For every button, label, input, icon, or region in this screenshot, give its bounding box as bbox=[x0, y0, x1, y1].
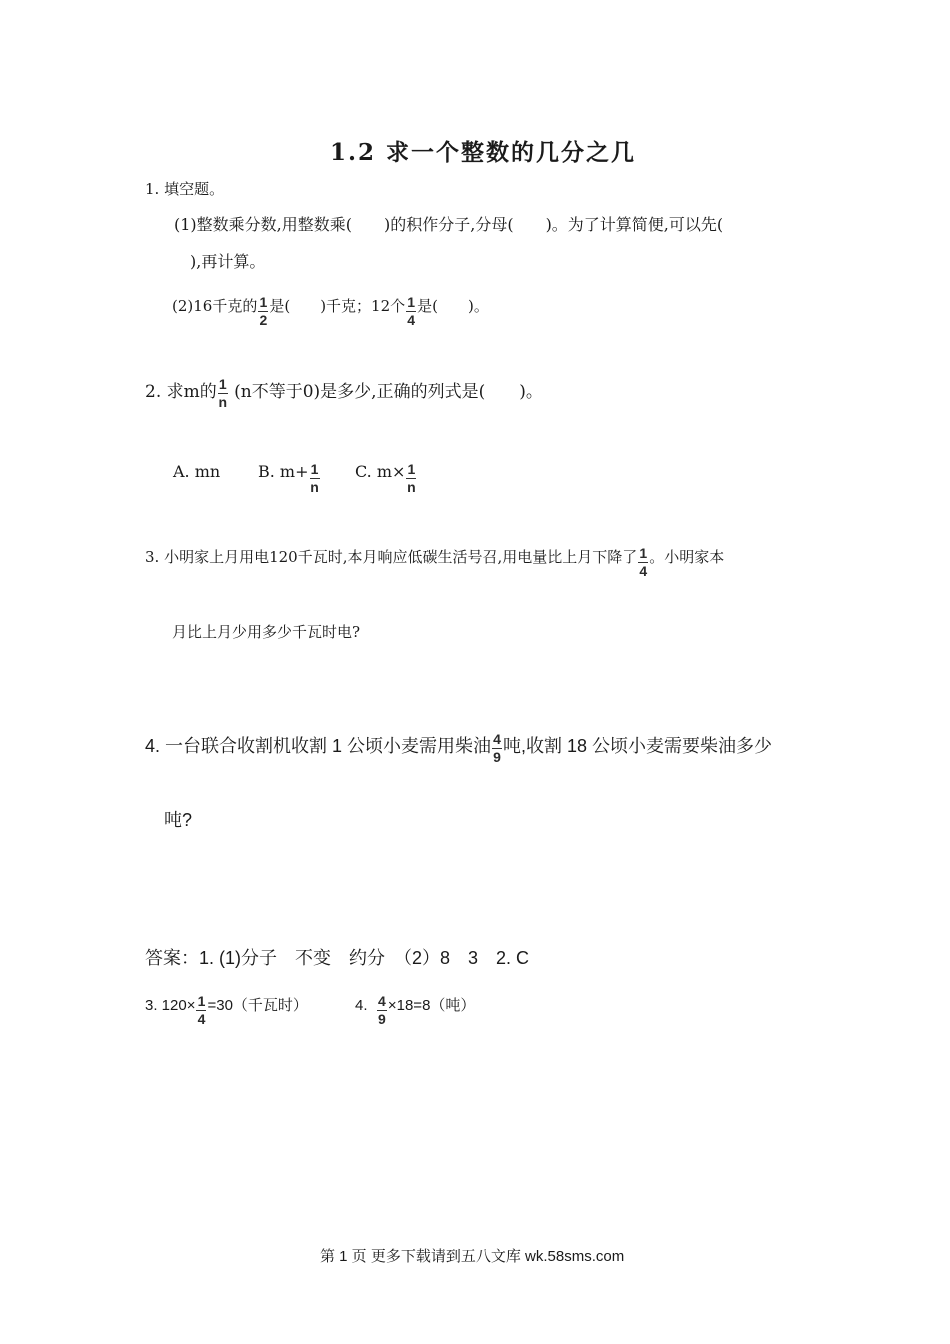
answer-4-prefix: 4. bbox=[355, 997, 368, 1014]
q2-text-a: 2. 求m的 bbox=[145, 382, 217, 402]
q3-text-a: 3. 小明家上月用电120千瓦时,本月响应低碳生活号召,用电量比上月下降了 bbox=[145, 548, 638, 566]
q2-option-a: A. mn bbox=[173, 462, 221, 481]
q2-stem bbox=[145, 377, 543, 411]
fraction-denominator: 9 bbox=[493, 749, 501, 765]
q2-option-b bbox=[258, 462, 321, 496]
q3-text-b: 。小明家本 bbox=[649, 548, 725, 566]
q2-option-b-text: B. m+ bbox=[258, 462, 309, 481]
q1-part1-line2: ),再计算。 bbox=[190, 252, 266, 271]
fraction-numerator: 1 bbox=[259, 294, 268, 310]
fraction-numerator: 1 bbox=[639, 545, 648, 561]
fraction-numerator: 4 bbox=[493, 731, 501, 747]
fraction-one-over-n bbox=[405, 462, 417, 496]
q3-line2: 月比上月少用多少千瓦时电? bbox=[172, 623, 361, 641]
q4-line2: 吨? bbox=[164, 810, 193, 830]
fraction-one-quarter bbox=[195, 994, 207, 1028]
q1-heading: 1. 填空题。 bbox=[145, 180, 225, 198]
fraction-denominator: 4 bbox=[639, 563, 648, 579]
fraction-one-over-n bbox=[217, 377, 229, 411]
q1-part1-line1: (1)整数乘分数,用整数乘( )的积作分子,分母( )。为了计算简便,可以先( bbox=[174, 215, 724, 234]
fraction-one-over-n bbox=[309, 462, 321, 496]
q1-part2-text-a: (2)16千克的 bbox=[172, 297, 258, 315]
fraction-one-half bbox=[257, 295, 269, 329]
answer-3 bbox=[145, 994, 308, 1028]
q3-stem bbox=[145, 546, 724, 580]
fraction-one-quarter bbox=[637, 546, 649, 580]
fraction-denominator: 4 bbox=[407, 312, 416, 328]
fraction-numerator: 1 bbox=[218, 376, 227, 392]
fraction-numerator: 1 bbox=[197, 993, 206, 1009]
fraction-denominator: 4 bbox=[197, 1011, 206, 1027]
answer-3-suffix: =30（千瓦时） bbox=[207, 997, 308, 1014]
answer-4 bbox=[355, 994, 475, 1028]
q4-stem bbox=[145, 732, 772, 766]
q2-option-c-text: C. m× bbox=[355, 462, 406, 481]
q4-text-a: 4. 一台联合收割机收割 1 公顷小麦需用柴油 bbox=[145, 736, 492, 756]
fraction-numerator: 1 bbox=[407, 294, 416, 310]
q4-text-b: 吨,收割 18 公顷小麦需要柴油多少 bbox=[503, 736, 773, 756]
answer-4-suffix: ×18=8（吨） bbox=[387, 997, 476, 1014]
fraction-numerator: 1 bbox=[310, 461, 319, 477]
fraction-denominator: n bbox=[218, 394, 228, 410]
q1-part2 bbox=[172, 295, 489, 329]
q2-text-b: (n不等于0)是多少,正确的列式是( )。 bbox=[234, 382, 543, 402]
page-title: 1.2 求一个整数的几分之几 bbox=[330, 139, 637, 166]
q2-option-c bbox=[355, 462, 417, 496]
fraction-four-ninths bbox=[376, 994, 388, 1028]
fraction-denominator: 2 bbox=[259, 312, 268, 328]
fraction-denominator: n bbox=[407, 479, 416, 495]
answers-line1: 答案：1. (1)分子 不变 约分 （2）8 3 2. C bbox=[145, 948, 530, 968]
fraction-numerator: 1 bbox=[407, 461, 416, 477]
fraction-denominator: n bbox=[310, 479, 319, 495]
fraction-numerator: 4 bbox=[377, 993, 386, 1009]
q1-part2-text-c: 是( )。 bbox=[417, 297, 489, 315]
fraction-denominator: 9 bbox=[377, 1011, 386, 1027]
answer-3-prefix: 3. 120× bbox=[145, 997, 196, 1014]
fraction-one-quarter bbox=[405, 295, 417, 329]
fraction-four-ninths bbox=[491, 732, 503, 766]
page-footer: 第 1 页 更多下载请到五八文库 wk.58sms.com bbox=[320, 1248, 625, 1265]
q1-part2-text-b: 是( )千克；12个 bbox=[269, 297, 406, 315]
